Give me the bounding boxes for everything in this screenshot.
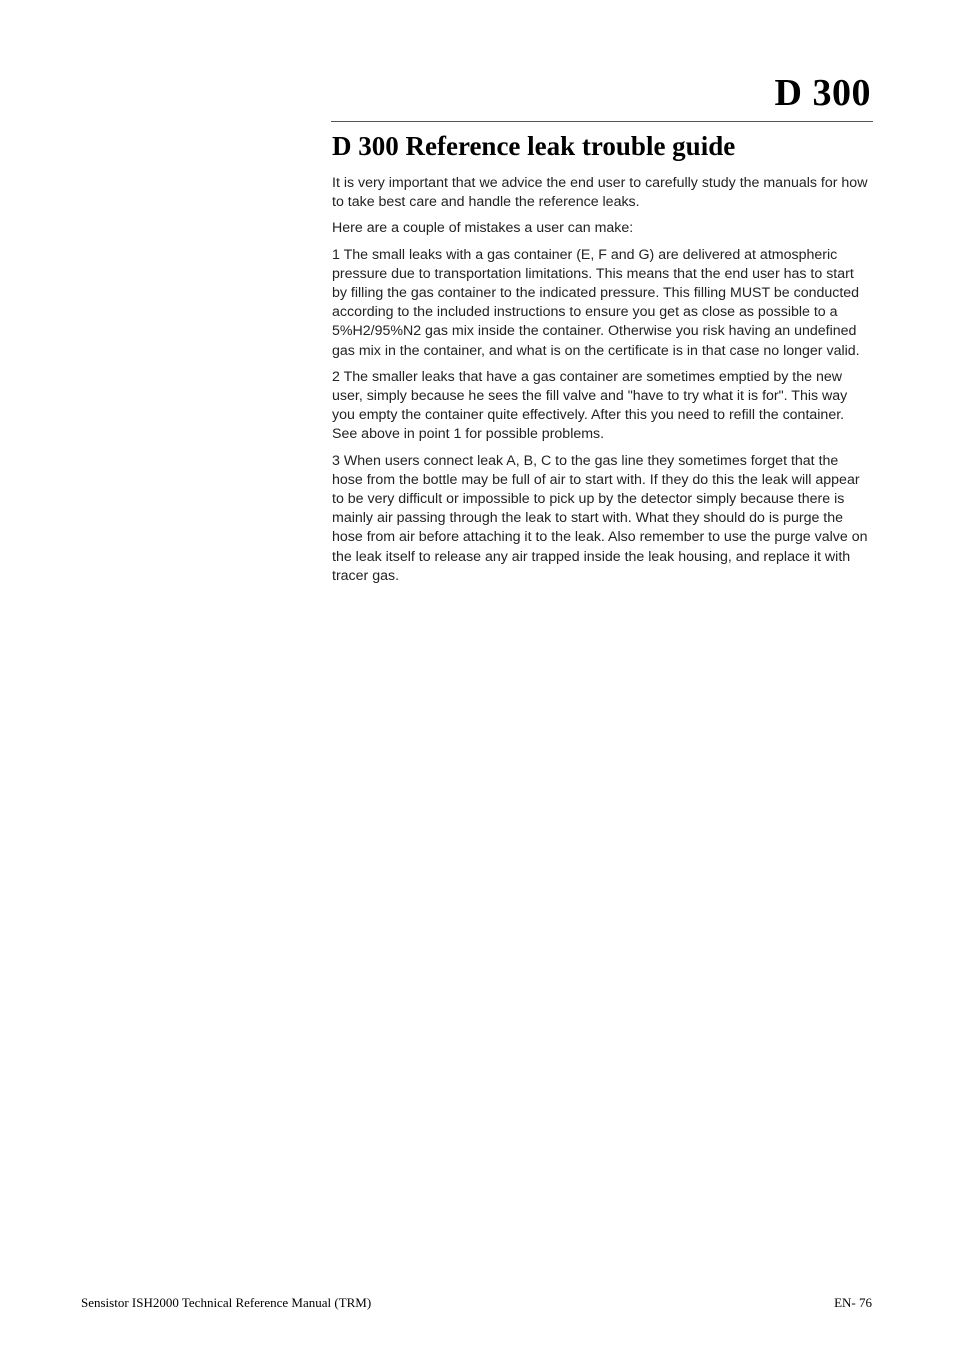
running-header-title: D 300 (774, 72, 871, 114)
section-title: D 300 Reference leak trouble guide (332, 131, 736, 161)
intro-paragraph: It is very important that we advice the end user to carefully study the manuals for how to take best care and handle the reference leaks. (332, 175, 868, 211)
mistake-2-paragraph: 2 The smaller leaks that have a gas container are sometimes emptied by the new user, simply because he sees the fill valve and "have to try what it is for". This way you empty the container quite effectively. After this you need to refill the container. See above in point 1 for possible problems. (332, 368, 848, 443)
footer-page-number: EN- 76 (834, 1295, 872, 1310)
mistakes-lead-paragraph: Here are a couple of mistakes a user can make: (332, 220, 634, 237)
mistake-1-paragraph: 1 The small leaks with a gas container (E, F and G) are delivered at atmospheric pressure due to transportation limitations. This means that the end user has to start by filling the gas container to the indicated pressure. This filling MUST be conducted according to the included instructions to ensure you get as close as possible to a 5%H2/95%N2 gas mix inside the container. Otherwise you risk having an undefined gas mix in the container, and what is on the certificate is in that case no longer valid. (332, 246, 860, 359)
mistake-3-paragraph: 3 When users connect leak A, B, C to the gas line they sometimes forget that the hose from the bottle may be full of air to start with. If they do this the leak will appear to be very difficult or impossible to pick up by the detector simply because there is mainly air passing through the leak to start with. What they should do is purge the hose from air before attaching it to the leak. Also remember to use the purge valve on the leak itself to release any air trapped inside the leak housing, and replace it with tracer gas. (332, 452, 868, 584)
main-content (332, 128, 872, 593)
footer-manual-title: Sensistor ISH2000 Technical Reference Manual (TRM) (81, 1295, 372, 1310)
header-divider (331, 121, 873, 122)
